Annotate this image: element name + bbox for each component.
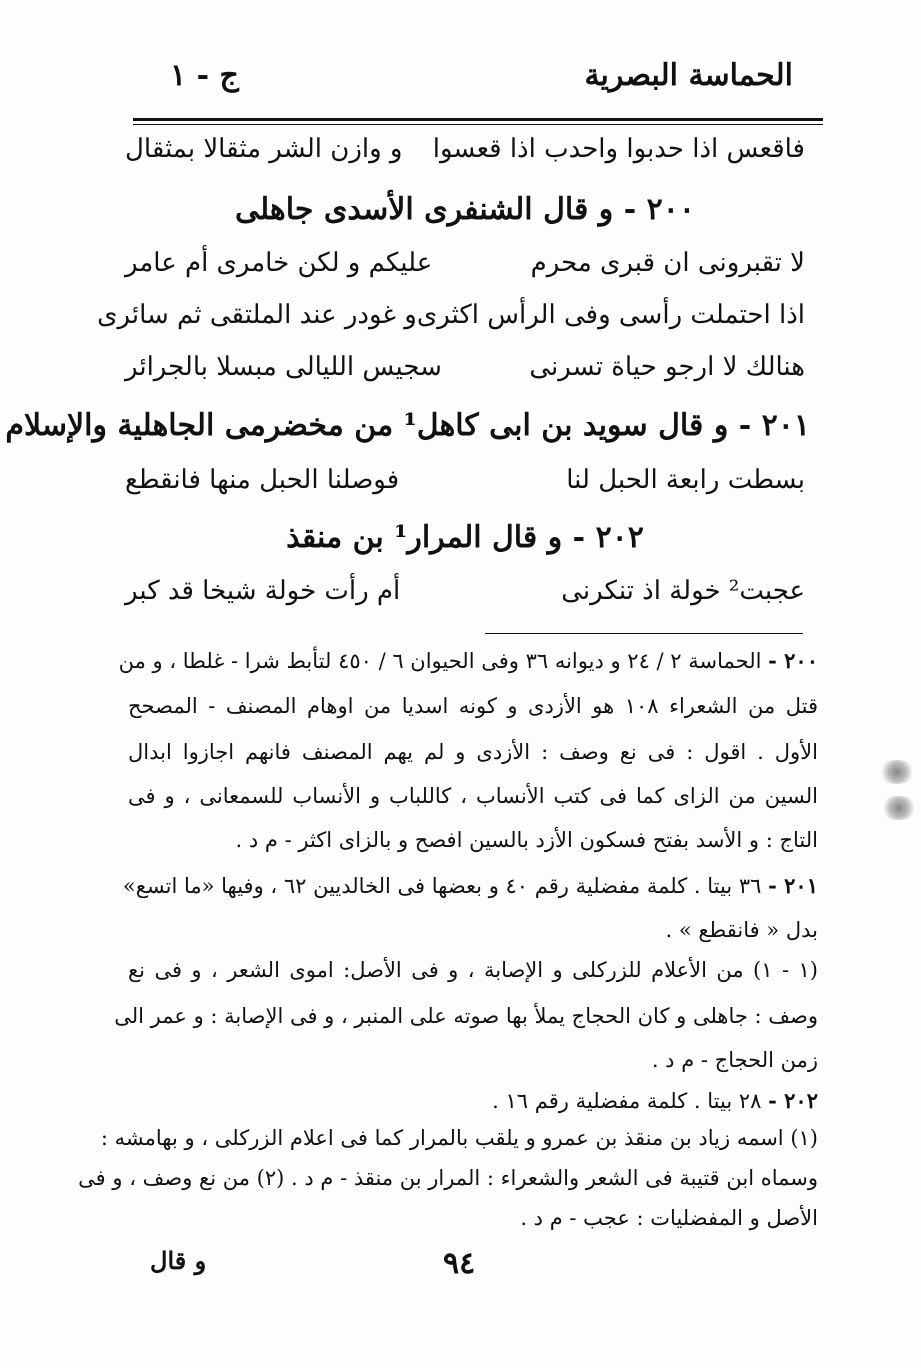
footnote-line: وسماه ابن قتيبة فى الشعر والشعراء : المرار بن منقذ - م د . (٢) من نع وصف ، و فى xyxy=(78,1166,818,1190)
hemistich-first: بسطت رابعة الحبل لنا xyxy=(566,465,805,495)
footnote-line: ٢٠١ - ٣٦ بيتا . كلمة مفضلية رقم ٤٠ و بعضها فى الخالديين ٦٢ ، وفيها «ما اتسع» xyxy=(122,873,818,898)
hemistich-second: سجيس الليالى مبسلا بالجرائر xyxy=(125,352,442,382)
poem-heading-200: ٢٠٠ - و قال الشنفرى الأسدى جاهلى xyxy=(235,192,695,227)
footnote-number: ٢٠١ - xyxy=(768,873,818,898)
hemistich-first: فاقعس اذا حدبوا واحدب اذا قعسوا xyxy=(432,134,805,164)
verse-line xyxy=(125,352,805,382)
footnote-line: وصف : جاهلى و كان الحجاج يملأ بها صوته على المنبر ، و فى الإصابة : و عمر الى xyxy=(114,1004,818,1028)
footnote-line: السين من الزاى كما فى كتب الأنساب ، كاللباب و الأنساب للسمعانى ، و فى xyxy=(128,784,818,808)
footnote-line: ٢٠٠ - الحماسة ٢ / ٢٤ و ديوانه ٣٦ وفى الحيوان ٦ / ٤٥٠ لتأبط شرا - غلطا ، و من xyxy=(118,648,818,673)
print-speck xyxy=(880,796,918,820)
hemistich-second: و غودر عند الملتقى ثم سائرى xyxy=(97,300,417,330)
verse-line xyxy=(97,300,805,330)
print-speck xyxy=(878,760,916,784)
hemistich-second: أم رأت خولة شيخا قد كبر xyxy=(125,576,401,606)
verse-line xyxy=(125,248,805,278)
footnote-line: الأول . اقول : فى نع وصف : الأزدى و لم يهم المصنف فانهم اجازوا ابدال xyxy=(128,740,818,764)
footnote-separator xyxy=(485,633,803,634)
hemistich-first: اذا احتملت رأسى وفى الرأس اكثرى xyxy=(416,300,805,330)
verse-line xyxy=(125,134,805,164)
hemistich-first: لا تقبرونى ان قبرى محرم xyxy=(530,248,805,278)
footnote-line: التاج : و الأسد بفتح فسكون الأزد بالسين افصح و بالزاى اكثر - م د . xyxy=(235,828,818,852)
footnote-line: الأصل و المفضليات : عجب - م د . xyxy=(520,1206,818,1230)
footnote-line: (١) اسمه زياد بن منقذ بن عمرو و يلقب بالمرار كما فى اعلام الزركلى ، و بهامشه : xyxy=(100,1126,818,1150)
hemistich-second: و وازن الشر مثقالا بمثقال xyxy=(125,134,403,164)
page-number: ٩٤ xyxy=(443,1246,476,1281)
hemistich-second: عليكم و لكن خامرى أم عامر xyxy=(125,248,433,278)
poem-heading-202: ٢٠٢ - و قال المرار¹ بن منقذ xyxy=(286,520,644,555)
header-rule-thick xyxy=(133,118,823,121)
hemistich-first: عجبت² خولة اذ تنكرنى xyxy=(561,576,805,606)
running-title: الحماسة البصرية xyxy=(584,58,793,93)
poem-heading-201: ٢٠١ - و قال سويد بن ابى كاهل¹ من مخضرمى الجاهلية والإسلام xyxy=(5,408,810,443)
hemistich-second: فوصلنا الحبل منها فانقطع xyxy=(125,465,400,495)
verse-line xyxy=(125,576,805,606)
volume-label: ج - ١ xyxy=(170,58,239,93)
footnote-line: ٢٠٢ - ٢٨ بيتا . كلمة مفضلية رقم ١٦ . xyxy=(492,1088,818,1113)
footnote-line: (١ - ١) من الأعلام للزركلى و الإصابة ، و فى الأصل: اموى الشعر ، و فى نع xyxy=(128,958,818,982)
hemistich-first: هنالك لا ارجو حياة تسرنى xyxy=(529,352,805,382)
footnote-number: ٢٠٢ - xyxy=(768,1088,818,1113)
footnote-line: بدل « فانقطع » . xyxy=(665,918,818,942)
header-rule-thin xyxy=(133,124,823,125)
footnote-line: قتل من الشعراء ١٠٨ هو الأزدى و كونه اسديا من اوهام المصنف - المصحح xyxy=(128,694,819,718)
footnote-line: زمن الحجاج - م د . xyxy=(651,1048,818,1072)
verse-line xyxy=(125,465,805,495)
footnote-number: ٢٠٠ - xyxy=(768,648,818,673)
catchword: و قال xyxy=(150,1246,207,1275)
